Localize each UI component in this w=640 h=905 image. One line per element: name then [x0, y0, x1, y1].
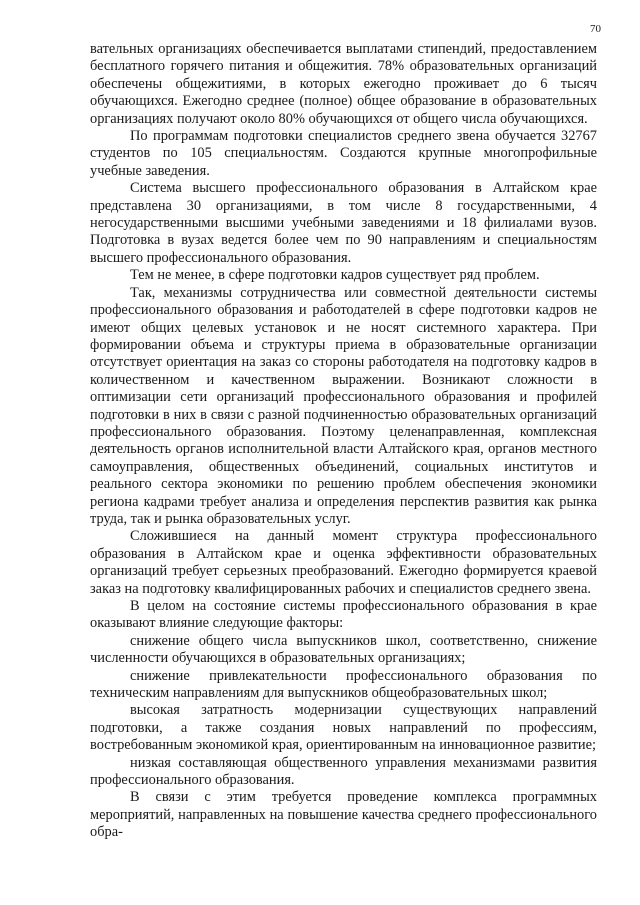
- factor-item-1: снижение общего числа выпускников школ, соответственно, снижение численности обучающихся в образовательных организациях;: [90, 632, 597, 667]
- paragraph-2: По программам подготовки специалистов среднего звена обучается 32767 студентов по 105 специальностям. Создаются крупные многопрофильные учебные заведения.: [90, 128, 597, 179]
- paragraph-7: В целом на состояние системы профессионального образования в крае оказывают влияние следующие факторы:: [90, 598, 597, 632]
- paragraph-5: Так, механизмы сотрудничества или совместной деятельности системы профессионального образования и работодателей в сфере подготовки кадров не имеют общих целевых установок и не носят системного характера. При формировании объема и структуры приема в образовательные организации отсутствует ориентация на заказ со стороны работодателя на подготовку кадров в количественном и качественном выражении. Возникают сложности в оптимизации сети организаций профессионального образования и профилей подготовки в них в связи с разной подчиненностью образовательных организаций профессионального образования. Поэтому целенаправленная, комплексная деятельность органов исполнительной власти Алтайского края, органов местного самоуправления, общественных объединений, социальных институтов и реального сектора экономики по решению проблем обеспечения экономики региона кадрами требует анализа и определения перспектив развития как рынка труда, так и рынка образовательных услуг.: [90, 284, 597, 527]
- factor-item-3: высокая затратность модернизации существующих направлений подготовки, а также создания новых направлений по профессиям, востребованным экономикой края, ориентированным на инновационное развитие;: [90, 702, 597, 754]
- paragraph-1: вательных организациях обеспечивается выплатами стипендий, предоставлением бесплатного горячего питания и общежития. 78% образовательных организаций обеспечены общежитиями, в которых ежегодно проживает до 6 тысяч обучающихся. Ежегодно среднее (полное) общее образование в образовательных организациях получают около 80% обучающихся от общего числа обучающихся.: [90, 41, 597, 127]
- paragraph-4: Тем не менее, в сфере подготовки кадров существует ряд проблем.: [130, 267, 540, 284]
- paragraph-6: Сложившиеся на данный момент структура профессионального образования в Алтайском крае и оценка эффективности образовательных организаций требует серьезных преобразований. Ежегодно формируется краевой заказ на подготовку квалифицированных рабочих и специалистов среднего звена.: [90, 528, 597, 597]
- paragraph-3: Система высшего профессионального образования в Алтайском крае представлена 30 организациями, в том числе 8 государственными, 4 негосударственными высшими учебными заведениями и 18 филиалами вузов. Подготовка в вузах ведется более чем по 90 направлениям и специальностям высшего профессионального образования.: [90, 180, 597, 266]
- document-body: [90, 41, 597, 842]
- factor-item-2: снижение привлекательности профессионального образования по техническим направлениям для выпускников общеобразовательных школ;: [90, 667, 597, 702]
- page-number: 70: [590, 23, 601, 35]
- factor-item-4: низкая составляющая общественного управления механизмами развития профессионального образования.: [90, 754, 597, 789]
- paragraph-final: В связи с этим требуется проведение комплекса программных мероприятий, направленных на повышение качества среднего профессионального обра-: [90, 789, 597, 841]
